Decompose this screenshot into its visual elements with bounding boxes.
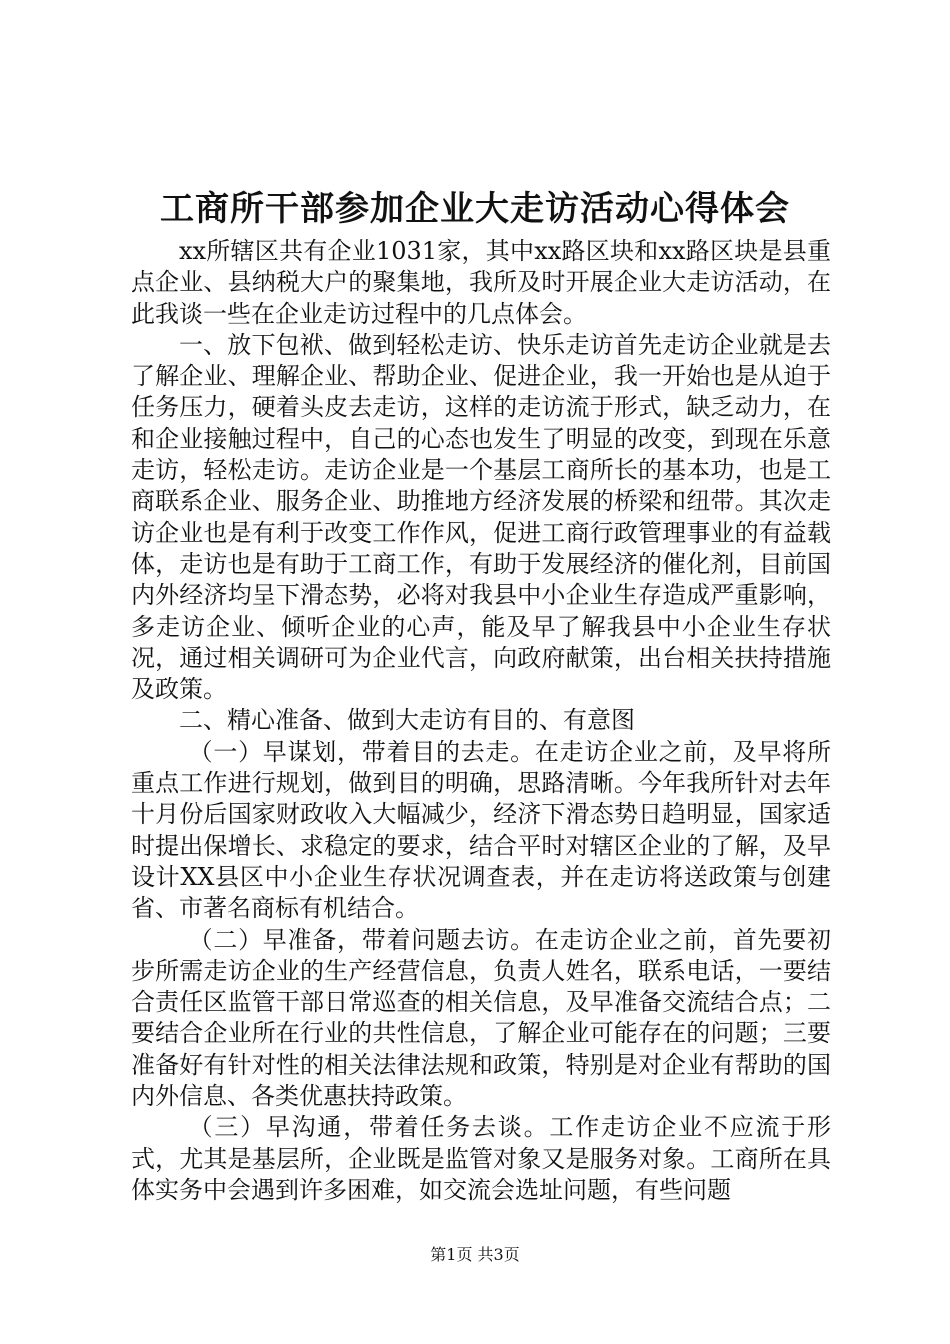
paragraph-subsection-3: （三）早沟通，带着任务去谈。工作走访企业不应流于形式，尤其是基层所，企业既是监管对象又是服务对象。工商所在具体实务中会遇到许多困难，如交流会选址问题，有些问题 — [131, 1113, 831, 1204]
document-body — [131, 236, 831, 1206]
page-footer: 第1页 共3页 — [430, 1245, 520, 1264]
paragraph-subsection-1: （一）早谋划，带着目的去走。在走访企业之前，及早将所重点工作进行规划，做到目的明确，思路清晰。今年我所针对去年十月份后国家财政收入大幅减少，经济下滑态势日趋明显，国家适时提出保增长、求稳定的要求，结合平时对辖区企业的了解，及早设计XX县区中小企业生存状况调查表，并在走访将送政策与创建省、市著名商标有机结合。 — [131, 737, 831, 923]
paragraph-section-2-heading: 二、精心准备、做到大走访有目的、有意图 — [179, 706, 635, 735]
document-title: 工商所干部参加企业大走访活动心得体会 — [160, 189, 790, 229]
paragraph-section-1: 一、放下包袱、做到轻松走访、快乐走访首先走访企业就是去了解企业、理解企业、帮助企业、促进企业，我一开始也是从迫于任务压力，硬着头皮去走访，这样的走访流于形式，缺乏动力，在和企业接触过程中，自己的心态也发生了明显的改变，到现在乐意走访，轻松走访。走访企业是一个基层工商所长的基本功，也是工商联系企业、服务企业、助推地方经济发展的桥梁和纽带。其次走访企业也是有利于改变工作作风，促进工商行政管理事业的有益载体，走访也是有助于工商工作，有助于发展经济的催化剂，目前国内外经济均呈下滑态势，必将对我县中小企业生存造成严重影响，多走访企业、倾听企业的心声，能及早了解我县中小企业生存状况，通过相关调研可为企业代言，向政府献策，出台相关扶持措施及政策。 — [131, 330, 831, 704]
paragraph-subsection-2: （二）早准备，带着问题去访。在走访企业之前，首先要初步所需走访企业的生产经营信息，负责人姓名，联系电话，一要结合责任区监管干部日常巡查的相关信息，及早准备交流结合点；二要结合企业所在行业的共性信息，了解企业可能存在的问题；三要准备好有针对性的相关法律法规和政策，特别是对企业有帮助的国内外信息、各类优惠扶持政策。 — [131, 925, 831, 1111]
paragraph-intro: xx所辖区共有企业1031家，其中xx路区块和xx路区块是县重点企业、县纳税大户的聚集地，我所及时开展企业大走访活动，在此我谈一些在企业走访过程中的几点体会。 — [131, 237, 831, 328]
